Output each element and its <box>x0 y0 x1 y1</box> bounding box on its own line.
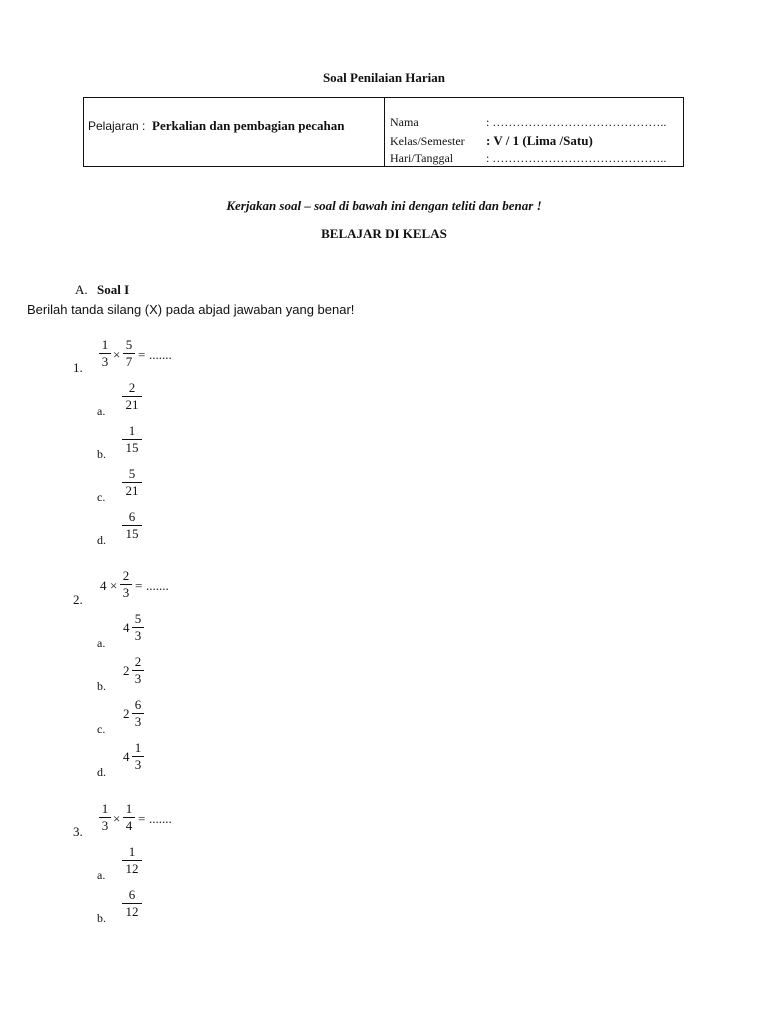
numerator: 6 <box>134 697 142 712</box>
option-letter: b. <box>97 679 106 693</box>
question-number: 3. <box>73 824 83 839</box>
option-fraction <box>122 844 142 877</box>
whole-number: 4 <box>123 620 130 635</box>
numerator: 6 <box>128 509 136 524</box>
question-number: 2. <box>73 592 83 607</box>
whole-number: 2 <box>123 706 130 721</box>
denominator: 3 <box>101 354 109 369</box>
denominator: 21 <box>125 483 139 498</box>
equals-sign: = <box>138 347 146 362</box>
denominator: 3 <box>101 818 109 833</box>
denominator: 21 <box>125 397 139 412</box>
option-fraction <box>132 654 144 687</box>
numerator: 5 <box>128 466 136 481</box>
page-title: Soal Penilaian Harian <box>322 70 446 85</box>
numerator: 5 <box>125 337 133 352</box>
option-fraction <box>122 380 142 413</box>
option-fraction <box>132 697 144 730</box>
section-name: Soal I <box>97 282 130 297</box>
instruction-text: Kerjakan soal – soal di bawah ini dengan teliti dan benar ! <box>226 198 542 213</box>
equals-sign: = <box>135 578 143 593</box>
info-value: : V / 1 (Lima /Satu) <box>486 133 593 148</box>
numerator: 5 <box>134 611 142 626</box>
denominator: 15 <box>125 440 139 455</box>
denominator: 3 <box>134 671 142 686</box>
times-sign: × <box>113 811 121 826</box>
info-label: Nama <box>390 115 419 129</box>
answer-blank: ....... <box>149 811 172 826</box>
option-fraction <box>122 423 142 456</box>
numerator: 1 <box>125 801 133 816</box>
denominator: 12 <box>125 904 139 919</box>
info-label: Hari/Tanggal <box>390 151 454 165</box>
denominator: 12 <box>125 861 139 876</box>
option-letter: a. <box>97 868 106 882</box>
option-letter: d. <box>97 533 106 547</box>
fraction-a <box>99 337 111 370</box>
fraction-b <box>123 801 135 834</box>
numerator: 1 <box>128 423 136 438</box>
option-fraction <box>132 611 144 644</box>
header-table <box>83 97 684 167</box>
option-letter: c. <box>97 490 106 504</box>
answer-blank: ....... <box>146 578 169 593</box>
denominator: 15 <box>125 526 139 541</box>
info-row-date <box>390 151 666 166</box>
numerator: 6 <box>128 887 136 902</box>
info-label: Kelas/Semester <box>390 134 465 148</box>
times-sign: × <box>113 347 121 362</box>
times-sign: × <box>110 578 118 593</box>
fraction-b <box>123 337 135 370</box>
directive-text: Berilah tanda silang (X) pada abjad jawaban yang benar! <box>27 302 355 317</box>
answer-blank: ....... <box>149 347 172 362</box>
option-letter: a. <box>97 404 106 418</box>
numerator: 1 <box>134 740 142 755</box>
equals-sign: = <box>138 811 146 826</box>
denominator: 4 <box>125 818 133 833</box>
fraction-b <box>120 568 132 601</box>
info-row-class <box>390 133 593 149</box>
question-number: 1. <box>73 360 83 375</box>
option-fraction <box>122 466 142 499</box>
numerator: 2 <box>122 568 130 583</box>
option-letter: c. <box>97 722 106 736</box>
subject-value: Perkalian dan pembagian pecahan <box>152 118 345 133</box>
info-row-name <box>390 115 666 130</box>
whole-number: 4 <box>100 578 107 593</box>
whole-number: 4 <box>123 749 130 764</box>
denominator: 3 <box>122 585 130 600</box>
denominator: 3 <box>134 714 142 729</box>
option-fraction <box>122 509 142 542</box>
option-letter: d. <box>97 765 106 779</box>
section-heading: BELAJAR DI KELAS <box>321 226 447 241</box>
numerator: 1 <box>101 337 109 352</box>
option-letter: a. <box>97 636 106 650</box>
header-divider <box>384 98 385 166</box>
whole-number: 2 <box>123 663 130 678</box>
subject-label: Pelajaran : <box>88 119 146 133</box>
option-fraction <box>132 740 144 773</box>
option-fraction <box>122 887 142 920</box>
section-title <box>75 282 129 298</box>
numerator: 1 <box>128 844 136 859</box>
info-value: : …………………………………….. <box>486 115 667 129</box>
numerator: 2 <box>134 654 142 669</box>
numerator: 2 <box>128 380 136 395</box>
section-marker: A. <box>75 282 88 297</box>
denominator: 3 <box>134 628 142 643</box>
denominator: 7 <box>125 354 133 369</box>
option-letter: b. <box>97 911 106 925</box>
info-value: : …………………………………….. <box>486 151 667 165</box>
numerator: 1 <box>101 801 109 816</box>
option-letter: b. <box>97 447 106 461</box>
denominator: 3 <box>134 757 142 772</box>
fraction-a <box>99 801 111 834</box>
